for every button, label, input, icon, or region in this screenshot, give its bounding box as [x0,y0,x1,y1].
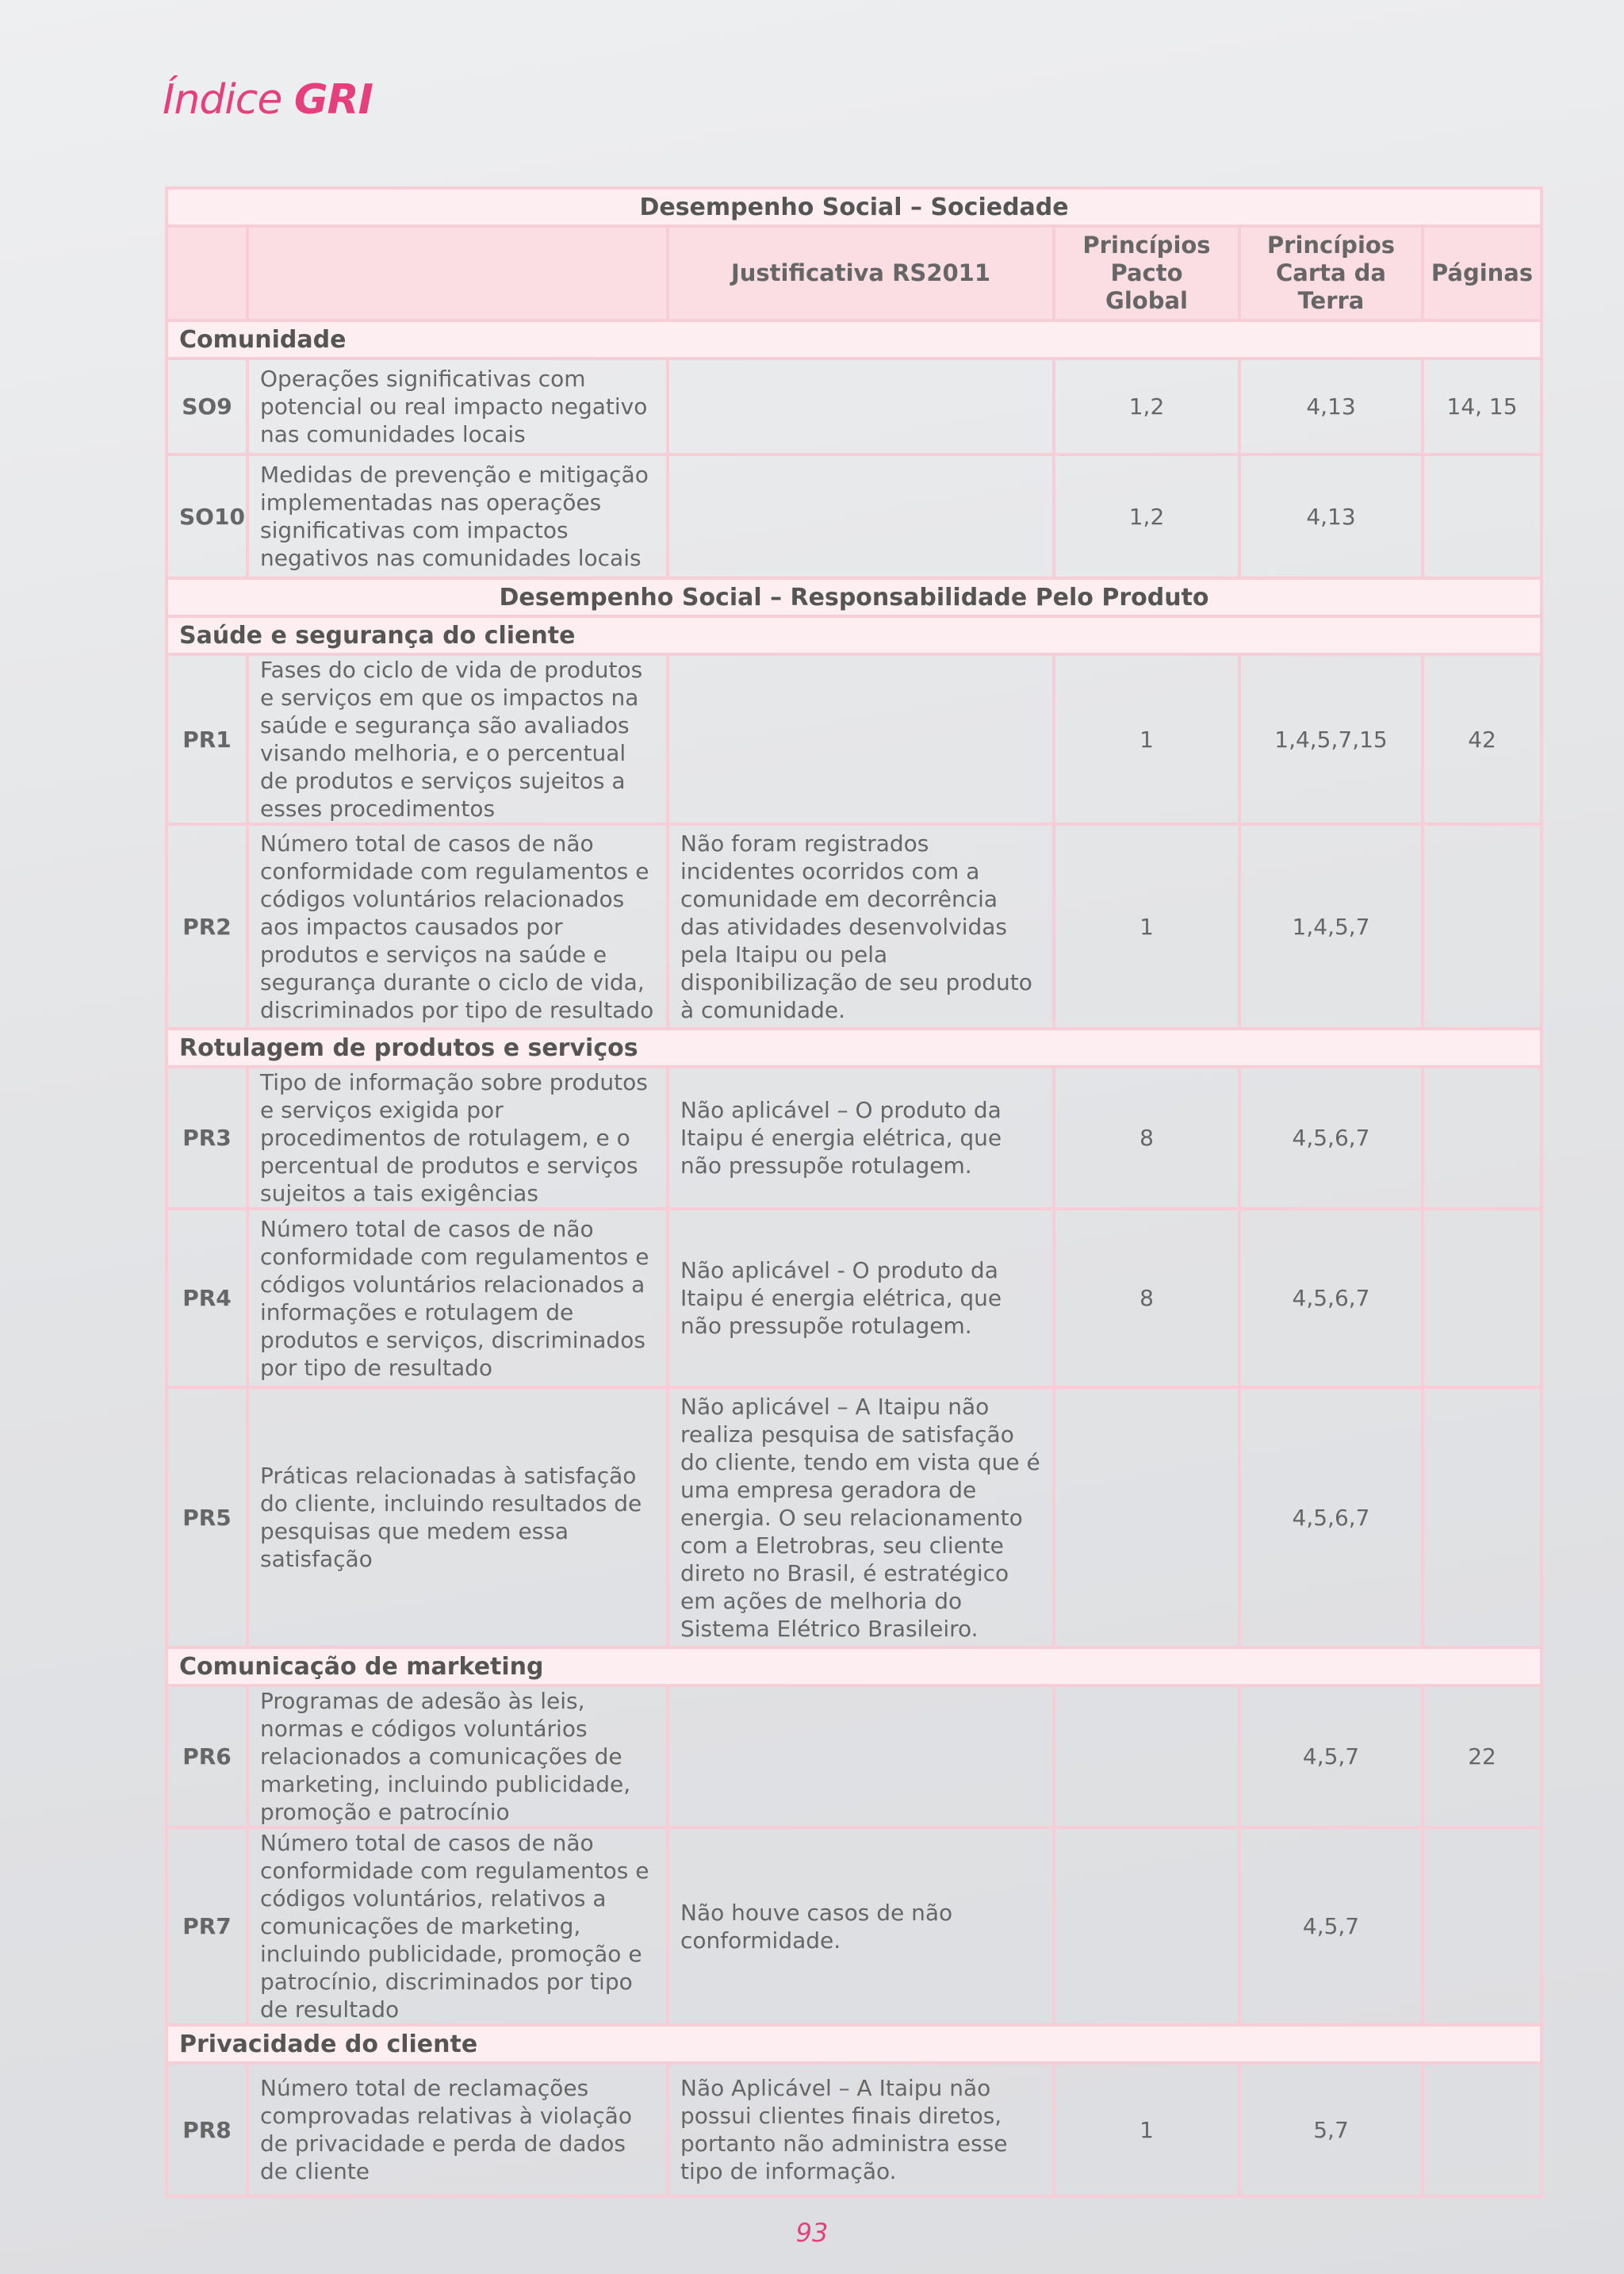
indicator-description: Fases do ciclo de vida de produtos e serviços em que os impactos na saúde e segurança são avaliados visando melhoria, e o percentual de produtos e serviços sujeitos a esses procedimentos [247,654,668,824]
header-paginas: Páginas [1423,226,1542,320]
table-row [167,1067,1542,1209]
pages-value [1423,2063,1542,2196]
category-row-saude [167,616,1542,654]
indicator-code: PR8 [167,2063,247,2196]
pacto-global-value [1054,1827,1239,2025]
indicator-description: Práticas relacionadas à satisfação do cliente, incluindo resultados de pesquisas que medem essa satisfação [247,1387,668,1647]
pacto-global-value: 1 [1054,824,1239,1029]
pacto-global-value [1054,1387,1239,1647]
indicator-description: Número total de casos de não conformidade com regulamentos e códigos voluntários relacionados a informações e rotulagem de produtos e serviços, discriminados por tipo de resultado [247,1209,668,1387]
pacto-global-value: 1 [1054,2063,1239,2196]
carta-terra-value: 4,5,7 [1239,1685,1423,1827]
section-row-sociedade [167,188,1542,226]
table-row [167,1209,1542,1387]
indicator-code: PR4 [167,1209,247,1387]
pacto-global-value: 1 [1054,654,1239,824]
carta-terra-value: 4,13 [1239,359,1423,454]
pages-value [1423,454,1542,578]
pages-value: 22 [1423,1685,1542,1827]
pages-value [1423,1067,1542,1209]
category-label: Privacidade do cliente [167,2025,1542,2063]
justification [668,359,1054,454]
page-title [163,76,373,124]
table-row [167,1827,1542,2025]
justification [668,454,1054,578]
pages-value [1423,1827,1542,2025]
indicator-description: Medidas de prevenção e mitigação implementadas nas operações significativas com impactos negativos nas comunidades locais [247,454,668,578]
indicator-code: PR1 [167,654,247,824]
justification: Não Aplicável – A Itaipu não possui clientes finais diretos, portanto não administra esse tipo de informação. [668,2063,1054,2196]
table-row [167,2063,1542,2196]
table-row [167,1685,1542,1827]
pages-value: 14, 15 [1423,359,1542,454]
header-justificativa: Justificativa RS2011 [668,226,1054,320]
category-row-privacidade [167,2025,1542,2063]
header-empty-desc [247,226,668,320]
pacto-global-value [1054,1685,1239,1827]
indicator-code: PR5 [167,1387,247,1647]
justification: Não aplicável - O produto da Itaipu é energia elétrica, que não pressupõe rotulagem. [668,1209,1054,1387]
pacto-global-value: 1,2 [1054,454,1239,578]
pages-value [1423,824,1542,1029]
table-row [167,454,1542,578]
page-title-part2: GRI [293,76,373,124]
pages-value [1423,1209,1542,1387]
carta-terra-value: 4,13 [1239,454,1423,578]
carta-terra-value: 1,4,5,7 [1239,824,1423,1029]
justification: Não aplicável – A Itaipu não realiza pesquisa de satisfação do cliente, tendo em vista que é uma empresa geradora de energia. O seu relacionamento com a Eletrobras, seu cliente direto no Brasil, é estratégico em ações de melhoria do Sistema Elétrico Brasileiro. [668,1387,1054,1647]
indicator-description: Número total de reclamações comprovadas relativas à violação de privacidade e perda de dados de cliente [247,2063,668,2196]
pacto-global-value: 8 [1054,1067,1239,1209]
indicator-code: PR6 [167,1685,247,1827]
indicator-code: PR3 [167,1067,247,1209]
indicator-code: SO9 [167,359,247,454]
table-row [167,824,1542,1029]
justification: Não aplicável – O produto da Itaipu é energia elétrica, que não pressupõe rotulagem. [668,1067,1054,1209]
table-row [167,654,1542,824]
carta-terra-value: 4,5,6,7 [1239,1209,1423,1387]
table-row [167,359,1542,454]
indicator-description: Tipo de informação sobre produtos e serviços exigida por procedimentos de rotulagem, e o percentual de produtos e serviços sujeitos a tais exigências [247,1067,668,1209]
carta-terra-value: 4,5,7 [1239,1827,1423,2025]
pages-value [1423,1387,1542,1647]
justification: Não foram registrados incidentes ocorridos com a comunidade em decorrência das atividades desenvolvidas pela Itaipu ou pela disponibilização de seu produto à comunidade. [668,824,1054,1029]
indicator-code: PR7 [167,1827,247,2025]
pacto-global-value: 1,2 [1054,359,1239,454]
section-title: Desempenho Social – Responsabilidade Pelo Produto [167,578,1542,616]
table-row [167,1387,1542,1647]
indicator-description: Programas de adesão às leis, normas e códigos voluntários relacionados a comunicações de marketing, incluindo publicidade, promoção e patrocínio [247,1685,668,1827]
indicator-code: SO10 [167,454,247,578]
category-label: Saúde e segurança do cliente [167,616,1542,654]
header-empty-code [167,226,247,320]
carta-terra-value: 1,4,5,7,15 [1239,654,1423,824]
category-label: Comunidade [167,320,1542,359]
header-pacto-global: Princípios Pacto Global [1054,226,1239,320]
indicator-description: Número total de casos de não conformidade com regulamentos e códigos voluntários, relativos a comunicações de marketing, incluindo publicidade, promoção e patrocínio, discriminados por tipo de resultado [247,1827,668,2025]
category-label: Comunicação de marketing [167,1647,1542,1685]
pages-value: 42 [1423,654,1542,824]
category-row-comunidade [167,320,1542,359]
section-title: Desempenho Social – Sociedade [167,188,1542,226]
indicator-description: Operações significativas com potencial ou real impacto negativo nas comunidades locais [247,359,668,454]
carta-terra-value: 5,7 [1239,2063,1423,2196]
indicator-description: Número total de casos de não conformidade com regulamentos e códigos voluntários relacionados aos impactos causados por produtos e serviços na saúde e segurança durante o ciclo de vida, discriminados por tipo de resultado [247,824,668,1029]
justification: Não houve casos de não conformidade. [668,1827,1054,2025]
header-row [167,226,1542,320]
indicator-code: PR2 [167,824,247,1029]
header-carta-terra: Princípios Carta da Terra [1239,226,1423,320]
category-row-marketing [167,1647,1542,1685]
pacto-global-value: 8 [1054,1209,1239,1387]
section-row-produto [167,578,1542,616]
carta-terra-value: 4,5,6,7 [1239,1387,1423,1647]
carta-terra-value: 4,5,6,7 [1239,1067,1423,1209]
justification [668,654,1054,824]
page-title-part1: Índice [163,76,282,124]
page-number: 93 [795,2218,829,2248]
justification [668,1685,1054,1827]
category-row-rotulagem [167,1029,1542,1067]
category-label: Rotulagem de produtos e serviços [167,1029,1542,1067]
gri-index-table [165,186,1543,2198]
